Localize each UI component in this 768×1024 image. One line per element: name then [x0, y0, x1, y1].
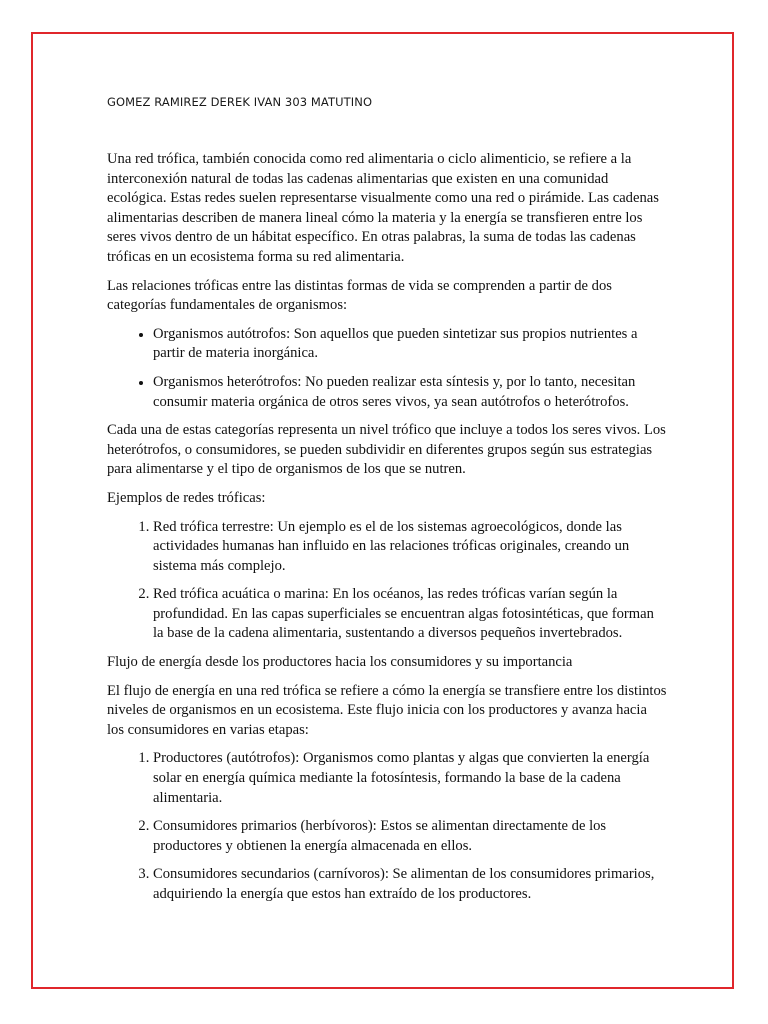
list-item: 2. Consumidores primarios (herbívoros): Estos se alimentan directamente de los productores y obtienen la energía almacenada en ellos.	[153, 817, 667, 856]
document-page	[31, 32, 734, 989]
list-item: 1. Productores (autótrofos): Organismos como plantas y algas que convierten la energía solar en energía química mediante la fotosíntesis, formando la base de la cadena alimentaria.	[153, 749, 667, 808]
list-item: • Organismos heterótrofos: No pueden realizar esta síntesis y, por lo tanto, necesitan consumir materia orgánica de otros seres vivos, ya sean autótrofos o heterótrofos.	[153, 373, 667, 412]
paragraph-relations: Las relaciones tróficas entre las distintas formas de vida se comprenden a partir de dos categorías fundamentales de organismos:	[107, 277, 612, 314]
energy-stages-list	[107, 749, 667, 904]
paragraph-trophic-levels: Cada una de estas categorías representa un nivel trófico que incluye a todos los seres vivos. Los heterótrofos, o consumidores, se pueden subdividir en diferentes grupos según sus estrategias para alimentarse y el tipo de organismos de los que se nutren.	[107, 422, 666, 478]
list-item: 3. Consumidores secundarios (carnívoros): Se alimentan de los consumidores primarios, adquiriendo la energía que estos han extraído de los productores.	[153, 865, 667, 904]
organism-categories-list	[107, 325, 667, 412]
author-header: GOMEZ RAMIREZ DEREK IVAN 303 MATUTINO	[107, 95, 373, 109]
examples-list	[107, 518, 667, 645]
list-item: 2. Red trófica acuática o marina: En los océanos, las redes tróficas varían según la profundidad. En las capas superficiales se encuentran algas fotosintéticas, que forman la base de la cadena alimentaria, sustentando a diversos pequeños invertebrados.	[153, 585, 667, 644]
list-item: 1. Red trófica terrestre: Un ejemplo es el de los sistemas agroecológicos, donde las actividades humanas han influido en las relaciones tróficas originales, creando un sistema más complejo.	[153, 518, 667, 577]
paragraph-examples-heading: Ejemplos de redes tróficas:	[107, 489, 266, 506]
document-content	[107, 94, 667, 914]
paragraph-intro: Una red trófica, también conocida como red alimentaria o ciclo alimenticio, se refiere a la interconexión natural de todas las cadenas alimentarias que existen en una comunidad ecológica. Estas redes suelen representarse visualmente como una red o pirámide. Las cadenas alimentarias describen de manera lineal cómo la materia y la energía se transfieren entre los seres vivos dentro de un hábitat específico. En otras palabras, la suma de todas las cadenas tróficas en un ecosistema forma su red alimentaria.	[107, 151, 659, 265]
paragraph-energy-flow-heading: Flujo de energía desde los productores hacia los consumidores y su importancia	[107, 654, 573, 671]
list-item: • Organismos autótrofos: Son aquellos que pueden sintetizar sus propios nutrientes a partir de materia inorgánica.	[153, 325, 667, 364]
paragraph-energy-flow: El flujo de energía en una red trófica se refiere a cómo la energía se transfiere entre los distintos niveles de organismos en un ecosistema. Este flujo inicia con los productores y avanza hacia los consumidores en varias etapas:	[107, 682, 667, 738]
